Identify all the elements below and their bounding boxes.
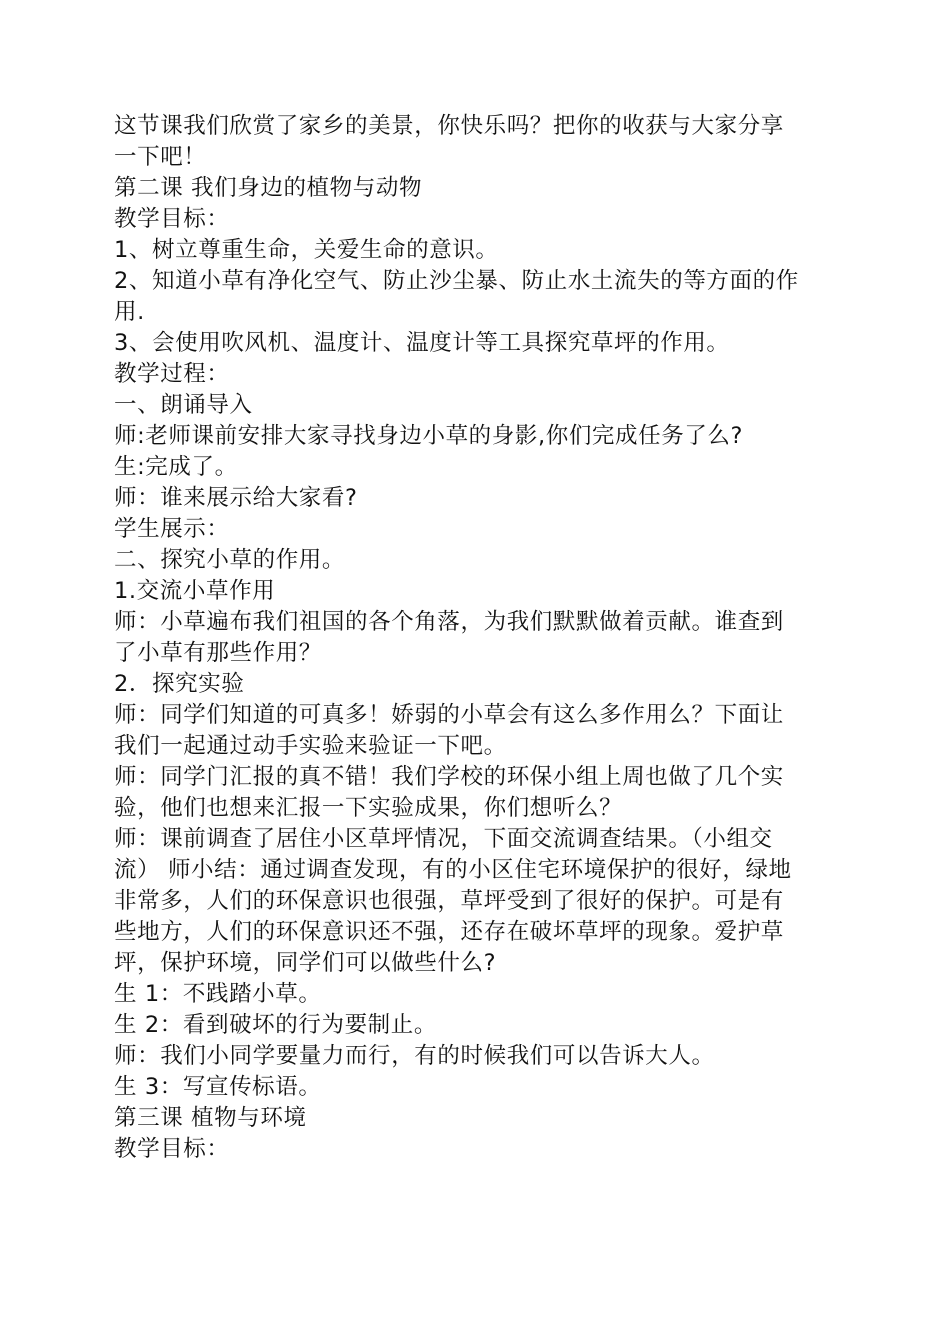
dialogue-line: 生 2：看到破坏的行为要制止。 — [114, 1012, 437, 1038]
text-line: 一下吧！ — [114, 144, 207, 170]
sub-step-heading: 1.交流小草作用 — [114, 578, 276, 604]
dialogue-line: 生:完成了。 — [114, 454, 238, 480]
section-heading: 教学目标： — [114, 1136, 230, 1162]
dialogue-line: 师：我们小同学要量力而行，有的时候我们可以告诉大人。 — [114, 1043, 715, 1069]
text-line: 学生展示： — [114, 516, 230, 542]
text-line: 了小草有那些作用？ — [114, 640, 322, 666]
text-line: 非常多，人们的环保意识也很强，草坪受到了很好的保护。可是有 — [114, 888, 784, 914]
text-line: 用. — [114, 299, 145, 325]
dialogue-line: 生 3：写宣传标语。 — [114, 1074, 322, 1100]
dialogue-line: 师：谁来展示给大家看? — [114, 485, 358, 511]
text-line: 验，他们也想来汇报一下实验成果，你们想听么？ — [114, 795, 623, 821]
step-heading: 二、探究小草的作用。 — [114, 547, 346, 573]
dialogue-line: 师：课前调查了居住小区草坪情况，下面交流调查结果。（小组交 — [114, 826, 773, 852]
text-line: 这节课我们欣赏了家乡的美景，你快乐吗？把你的收获与大家分享 — [114, 113, 784, 139]
dialogue-line: 师:老师课前安排大家寻找身边小草的身影,你们完成任务了么? — [114, 423, 744, 449]
sub-step-heading: 2．探究实验 — [114, 671, 245, 697]
dialogue-line: 师：小草遍布我们祖国的各个角落，为我们默默做着贡献。谁查到 — [114, 609, 784, 635]
text-line: 流） 师小结：通过调查发现，有的小区住宅环境保护的很好，绿地 — [114, 857, 792, 883]
dialogue-line: 师：同学门汇报的真不错！我们学校的环保小组上周也做了几个实 — [114, 764, 784, 790]
section-heading: 教学过程： — [114, 361, 230, 387]
text-line: 坪，保护环境，同学们可以做些什么? — [114, 950, 497, 976]
dialogue-line: 生 1：不践踏小草。 — [114, 981, 322, 1007]
dialogue-line: 师：同学们知道的可真多！娇弱的小草会有这么多作用么？下面让 — [114, 702, 784, 728]
step-heading: 一、朗诵导入 — [114, 392, 253, 418]
objective-item: 2、知道小草有净化空气、防止沙尘暴、防止水土流失的等方面的作 — [114, 268, 799, 294]
lesson-heading: 第三课 植物与环境 — [114, 1105, 307, 1131]
text-line: 我们一起通过动手实验来验证一下吧。 — [114, 733, 507, 759]
section-heading: 教学目标： — [114, 206, 230, 232]
lesson-heading: 第二课 我们身边的植物与动物 — [114, 175, 423, 201]
objective-item: 1、树立尊重生命，关爱生命的意识。 — [114, 237, 499, 263]
objective-item: 3、会使用吹风机、温度计、温度计等工具探究草坪的作用。 — [114, 330, 730, 356]
text-line: 些地方，人们的环保意识还不强，还存在破坏草坪的现象。爱护草 — [114, 919, 784, 945]
